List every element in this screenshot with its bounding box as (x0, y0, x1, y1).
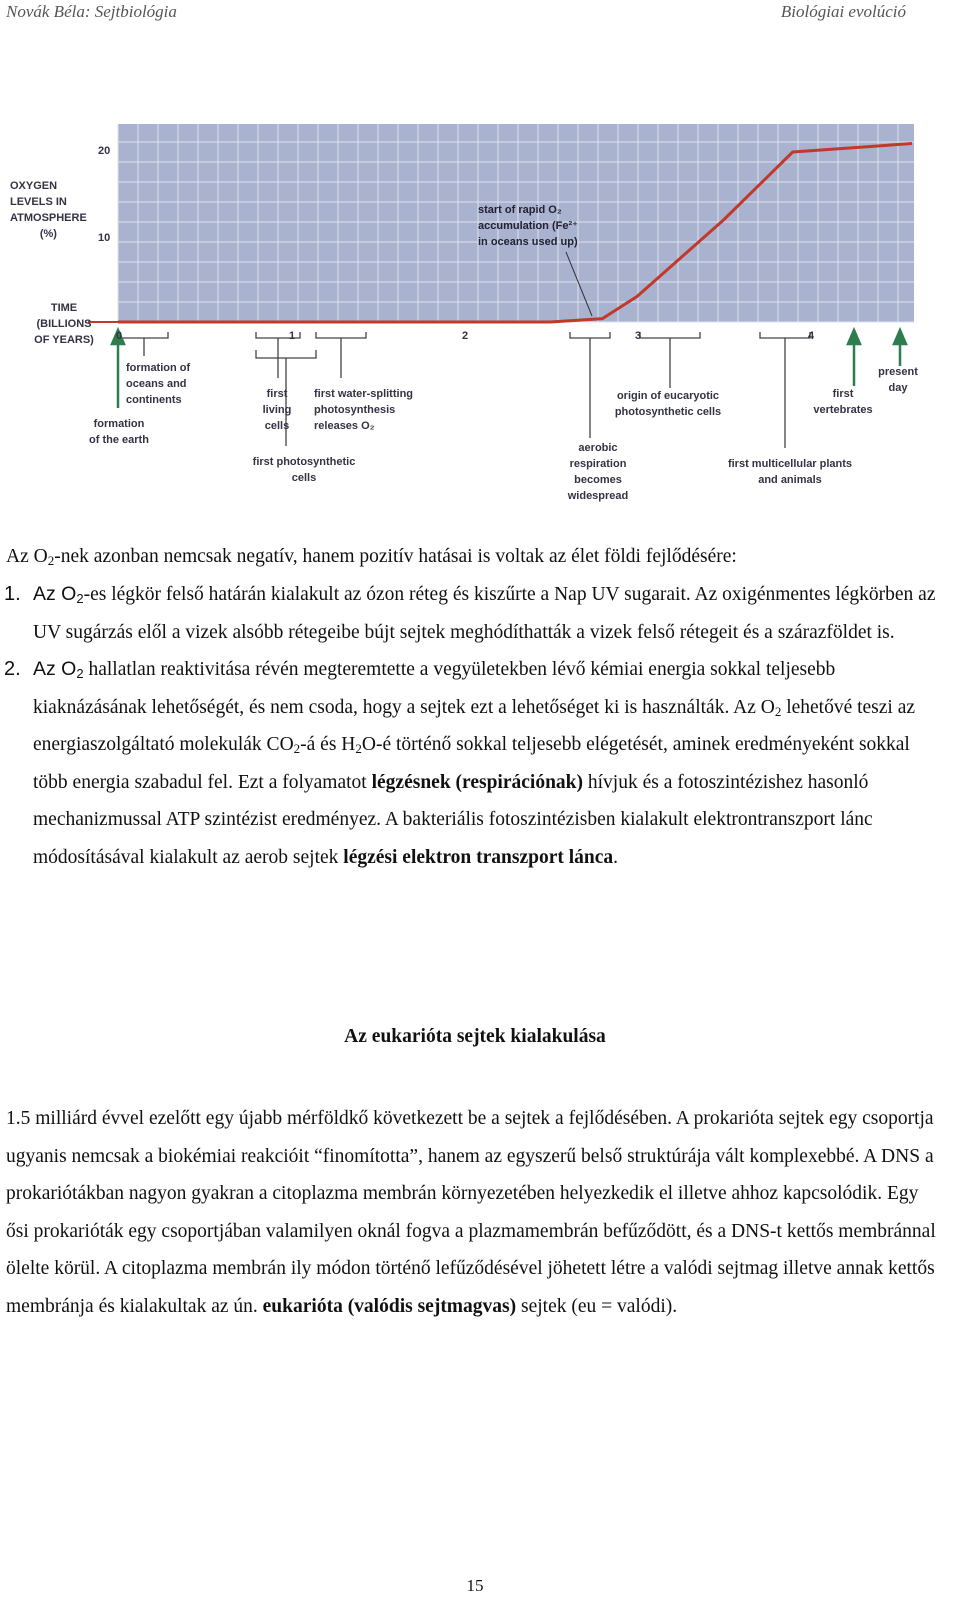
x-tick-2: 2 (462, 330, 469, 342)
event-first-living-cells: first living cells (262, 388, 292, 432)
x-tick-1: 1 (289, 330, 296, 342)
y-tick-10: 10 (98, 232, 111, 244)
term-eukaryote: eukarióta (valódis sejtmagvas) (262, 1295, 517, 1317)
list-item-ozone: 1. Az $O_2-es$ légkör felső határán kialakult az ózon réteg és kiszűrte a Nap UV sugarait. Az oxigénmentes légkörben az UV sugárzás elől a vizek alsóbb rétegeibe bújt sejtek meghódíthatták a vizek felső rétegeit és a szárazföldet is. (33, 576, 943, 651)
oxygen-levels-figure (0, 118, 940, 518)
event-arrows (112, 330, 906, 408)
page-number: 15 (466, 1576, 484, 1595)
annotation-rapid-o2: start of rapid O₂ accumulation (Fe²⁺ in oceans used up) (478, 204, 578, 248)
bracket-eucaryotic (640, 332, 700, 388)
bracket-aerobic (570, 332, 610, 438)
event-aerobic-respiration: aerobic respiration becomes widespread (567, 442, 629, 502)
event-first-photosynthetic: first photosynthetic cells (252, 456, 356, 484)
y-axis-label: OXYGEN LEVELS IN ATMOSPHERE (%) (10, 180, 87, 240)
header-chapter: Biológiai evolúció (780, 2, 906, 21)
x-tick-4: 4 (808, 330, 815, 342)
x-axis-label: TIME (BILLIONS OF YEARS) (34, 302, 94, 346)
arrow-vertebrates-head (848, 330, 860, 344)
arrow-present-day-head (894, 330, 906, 344)
list-number-1: 1. (4, 583, 21, 605)
paragraph-oxygen-positive-effects: Az $O_2$-nek azonban nemcsak negatív, hanem pozitív hatásai is voltak az élet földi fejlődésére: (6, 546, 737, 568)
paragraph-eukaryote-origin: 1.5 milliárd évvel ezelőtt egy újabb mérföldkő következett be a sejtek a fejlődésében. A prokarióta sejtek egy csoportja ugyanis nemcsak a biokémiai reakcióit “finomította”, hanem az egyszerű belső struktúrája vált komplexebbé. A DNS a prokariótákban nagyon gyakran a citoplazma membrán környezetében helyezkedik el illetve ahhoz kapcsolódik. Egy ősi prokarióták egy csoportjában valamilyen oknál fogva a plazmamembrán befűződött, és a DNS-t kettős membránnal ölelte körül. A citoplazma membrán ily módon történő lefűződésével jöhetett létre a valódi sejtmag illetve annak kettős membránja és kialakultak az ún. eukarióta (valódis sejtmagvas) sejtek (eu = valódi). (6, 1108, 936, 1317)
event-formation-earth: formation of the earth (89, 418, 149, 446)
effects-list (4, 576, 943, 876)
term-respiratory-chain: légzési elektron transzport lánca (343, 846, 614, 868)
event-first-vertebrates: first vertebrates (813, 388, 873, 416)
x-tick-0: 0 (116, 330, 123, 342)
bracket-oceans (120, 332, 168, 356)
section-heading: Az eukarióta sejtek kialakulása (344, 1026, 606, 1047)
event-present-day: present day (878, 366, 918, 394)
event-formation-oceans: formation of oceans and continents (126, 362, 191, 406)
page-header (0, 0, 960, 26)
x-tick-3: 3 (635, 330, 642, 342)
bracket-water-splitting (316, 332, 366, 378)
list-number-2: 2. (4, 658, 21, 680)
header-author-title: Novák Béla: Sejtbiológia (6, 2, 177, 21)
y-tick-20: 20 (98, 145, 111, 157)
event-eucaryotic-cells: origin of eucaryotic photosynthetic cells (614, 390, 722, 418)
event-multicellular: first multicellular plants and animals (727, 458, 853, 486)
list-item-respiration: 2. Az $O_2$ hallatlan reaktivitása révén megteremtette a vegyületekben lévő kémiai energia sokkal teljesebb kiaknázásának lehetőségét, és nem csoda, hogy a sejtek ezt a lehetőséget ki is használták. Az $O_2$ lehetővé teszi az energiaszolgáltató molekulák $CO_2-á$ és $H_2O-é$ történő sokkal teljesebb elégetését, aminek eredményeként sokkal több energia szabadul fel. Ezt a folyamatot légzésnek (respirációnak) hívjuk és a fotoszintézishez hasonló mechanizmussal ATP szintézist eredményez. A bakteriális fotoszintézisben kialakult elektrontranszport lánc módosításával kialakult az aerob sejtek légzési elektron transzport lánca. (33, 651, 943, 876)
term-respiration: légzésnek (respirációnak) (371, 771, 583, 793)
event-water-splitting: first water-splitting photosynthesis releases O₂ (314, 388, 414, 432)
